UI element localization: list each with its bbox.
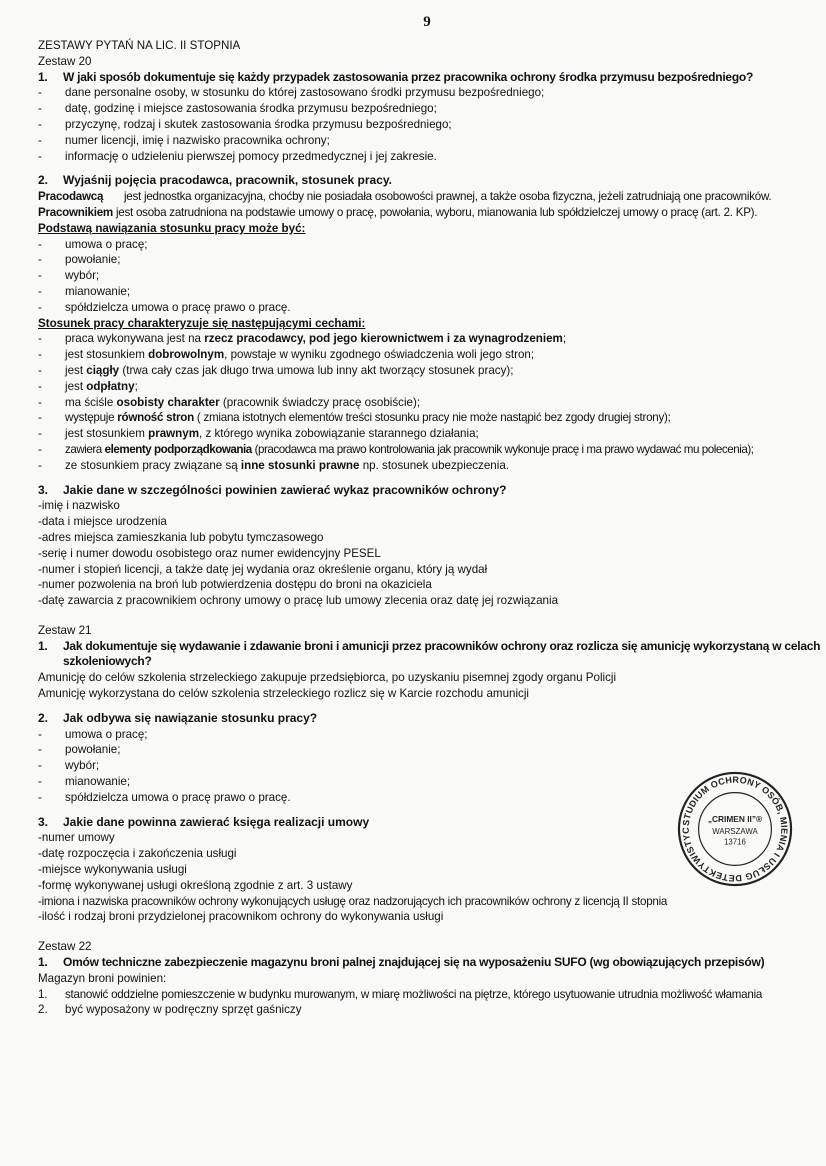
set-20-question-3 (38, 483, 820, 499)
list-item: -adres miejsca zamieszkania lub pobytu tymczasowego (38, 530, 324, 544)
employment-features-list (38, 331, 820, 473)
employment-features-heading: Stosunek pracy charakteryzuje się następującymi cechami: (38, 316, 366, 330)
question-number: 2. (38, 173, 49, 188)
question-number: 2. (38, 710, 49, 725)
list-item: - numer licencji, imię i nazwisko pracownika ochrony; (38, 133, 820, 149)
answer-text: Amunicję do celów szkolenia strzeleckiego zakupuje przedsiębiorca, po uzyskaniu pisemnej zgody organu Policji (38, 671, 617, 685)
question-number: 1. (38, 69, 48, 84)
set-21-label: Zestaw 21 (38, 623, 92, 637)
list-item: - mianowanie; (38, 774, 820, 790)
question-text: Jak odbywa się nawiązanie stosunku pracy? (63, 710, 318, 725)
institution-stamp (676, 770, 794, 888)
list-item: -datę zawarcia z pracownikiem ochrony umowy o pracę lub umowy zlecenia oraz datę jej rozwiązania (38, 594, 559, 608)
stamp-city: WARSZAWA (712, 826, 758, 836)
stamp-code: 13716 (724, 837, 746, 847)
page-number: 9 (423, 14, 431, 30)
list-item: -numer umowy (38, 831, 115, 845)
list-item: -datę rozpoczęcia i zakończenia usługi (38, 847, 237, 861)
set-21-question-2 (38, 711, 820, 727)
employee-text: jest osoba zatrudniona na podstawie umowy o pracę, powołania, wyboru, mianowania lub spółdzielczej umowy o pracę (art. 2. KP). (115, 205, 758, 219)
list-item: - jest stosunkiem dobrowolnym, powstaje w wyniku zgodnego oświadczenia woli jego stron; (38, 347, 820, 363)
set-20-q1-answer-list (38, 85, 820, 164)
list-item: - jest stosunkiem prawnym, z którego wynika zobowiązanie starannego działania; (38, 426, 820, 442)
list-item: - wybór; (38, 268, 820, 284)
list-item: -imię i nazwisko (38, 499, 120, 513)
numbered-item: 1. stanowić oddzielne pomieszczenie w budynku murowanym, w miarę możliwości na piętrze, którego usytuowanie utrudnia możliwość włamania (38, 987, 763, 1001)
list-item: - powołanie; (38, 252, 820, 268)
list-item: -data i miejsce urodzenia (38, 515, 167, 529)
question-text: Jak dokumentuje się wydawanie i zdawanie broni i amunicji przez pracowników ochrony oraz rozlicza się amunicję wykorzystaną w celach szkoleniowych? (63, 638, 821, 669)
employer-definition (38, 189, 820, 205)
list-item: - spółdzielcza umowa o pracę prawo o pracę. (38, 300, 820, 316)
employee-definition (38, 205, 820, 221)
set-21-question-1 (38, 639, 823, 671)
employer-text: jest jednostka organizacyjna, choćby nie posiadała osobowości prawnej, a także osoba fizyczna, jeżeli zatrudniają one pracowników. (123, 190, 772, 204)
set-20-q3-answer-list (38, 498, 820, 609)
list-item: - wybór; (38, 758, 820, 774)
question-text: Jakie dane powinna zawierać księga realizacji umowy (63, 814, 370, 829)
question-text: Jakie dane w szczególności powinien zawierać wykaz pracowników ochrony? (63, 482, 507, 497)
list-item: -imiona i nazwiska pracowników ochrony wykonujących usługę oraz nadzorujących ich pracowników ochrony z licencją II stopnia (38, 894, 668, 908)
set-20-question-2 (38, 173, 820, 189)
question-text: W jaki sposób dokumentuje się każdy przypadek zastosowania przez pracownika ochrony środka przymusu bezpośredniego? (63, 69, 754, 84)
employee-term: Pracownikiem (38, 205, 113, 219)
stamp-name: „CRIMEN II”® (707, 814, 763, 825)
set-20-label: Zestaw 20 (38, 54, 92, 68)
list-item: - zawiera elementy podporządkowania (pracodawca ma prawo kontrolowania jak pracownik wykonuje pracę i ma prawo wydawać mu polecenia); (38, 442, 820, 458)
list-item: - powołanie; (38, 742, 820, 758)
list-item: - datę, godzinę i miejsce zastosowania środka przymusu bezpośredniego; (38, 101, 820, 117)
question-number: 1. (38, 955, 48, 970)
list-item: - praca wykonywana jest na rzecz pracodawcy, pod jego kierownictwem i za wynagrodzeniem; (38, 331, 820, 347)
employment-basis-list (38, 237, 820, 316)
list-item: -formę wykonywanej usługi określoną zgodnie z art. 3 ustawy (38, 878, 353, 892)
question-number: 3. (38, 482, 49, 497)
set-20-question-1 (38, 70, 820, 86)
list-item: - występuje równość stron ( zmiana istotnych elementów treści stosunku pracy nie może nastąpić bez zgody drugiej strony); (38, 410, 820, 426)
set-22-question-1 (38, 955, 820, 971)
list-item: -ilość i rodzaj broni przydzielonej pracownikom ochrony do wykonywania usługi (38, 910, 444, 924)
list-item: - jest ciągły (trwa cały czas jak długo trwa umowa lub inny akt tworzący stosunek pracy); (38, 363, 820, 379)
stamp-graphic (676, 770, 794, 888)
list-item: -miejsce wykonywania usługi (38, 863, 187, 877)
list-item: -numer pozwolenia na broń lub potwierdzenia dostępu do broni na okaziciela (38, 578, 432, 592)
list-item: - przyczynę, rodzaj i skutek zastosowania środka przymusu bezpośredniego; (38, 117, 820, 133)
question-text: Wyjaśnij pojęcia pracodawca, pracownik, stosunek pracy. (63, 173, 393, 188)
answer-intro: Magazyn broni powinien: (38, 971, 167, 985)
list-item: - umowa o pracę; (38, 727, 820, 743)
list-item: - ma ściśle osobisty charakter (pracownik świadczy pracę osobiście); (38, 395, 820, 411)
question-number: 3. (38, 814, 49, 829)
page-header: ZESTAWY PYTAŃ NA LIC. II STOPNIA (38, 39, 241, 52)
list-item: - ze stosunkiem pracy związane są inne stosunki prawne np. stosunek ubezpieczenia. (38, 458, 820, 474)
question-text: Omów techniczne zabezpieczenie magazynu broni palnej znajdującej się na wyposażeniu SUFO (wg obowiązujących przepisów) (63, 955, 765, 970)
list-item: -serię i numer dowodu osobistego oraz numer ewidencyjny PESEL (38, 546, 381, 560)
list-item: - dane personalne osoby, w stosunku do której zastosowano środki przymusu bezpośredniego; (38, 85, 820, 101)
employment-basis-heading: Podstawą nawiązania stosunku pracy może być: (38, 221, 306, 235)
list-item: - mianowanie; (38, 284, 820, 300)
list-item: - umowa o pracę; (38, 237, 820, 253)
question-number: 1. (38, 638, 48, 653)
employer-term: Pracodawcą (38, 190, 104, 204)
list-item: - jest odpłatny; (38, 379, 820, 395)
stamp-ring-text: STUDIUM OCHRONY OSÓB, MIENIA I USŁUG DETEKTYWISTYC (680, 774, 790, 884)
answer-text: Amunicję wykorzystana do celów szkolenia strzeleckiego rozlicz się w Karcie rozchodu amunicji (38, 687, 530, 701)
list-item: - informację o udzieleniu pierwszej pomocy przedmedycznej i jej zakresie. (38, 149, 820, 165)
numbered-item: 2. być wyposażony w podręczny sprzęt gaśniczy (38, 1003, 302, 1017)
set-22-label: Zestaw 22 (38, 940, 92, 954)
list-item: - spółdzielcza umowa o pracę prawo o pracę. (38, 790, 820, 806)
list-item: -numer i stopień licencji, a także datę jej wydania oraz określenie organu, który ją wydał (38, 562, 488, 576)
